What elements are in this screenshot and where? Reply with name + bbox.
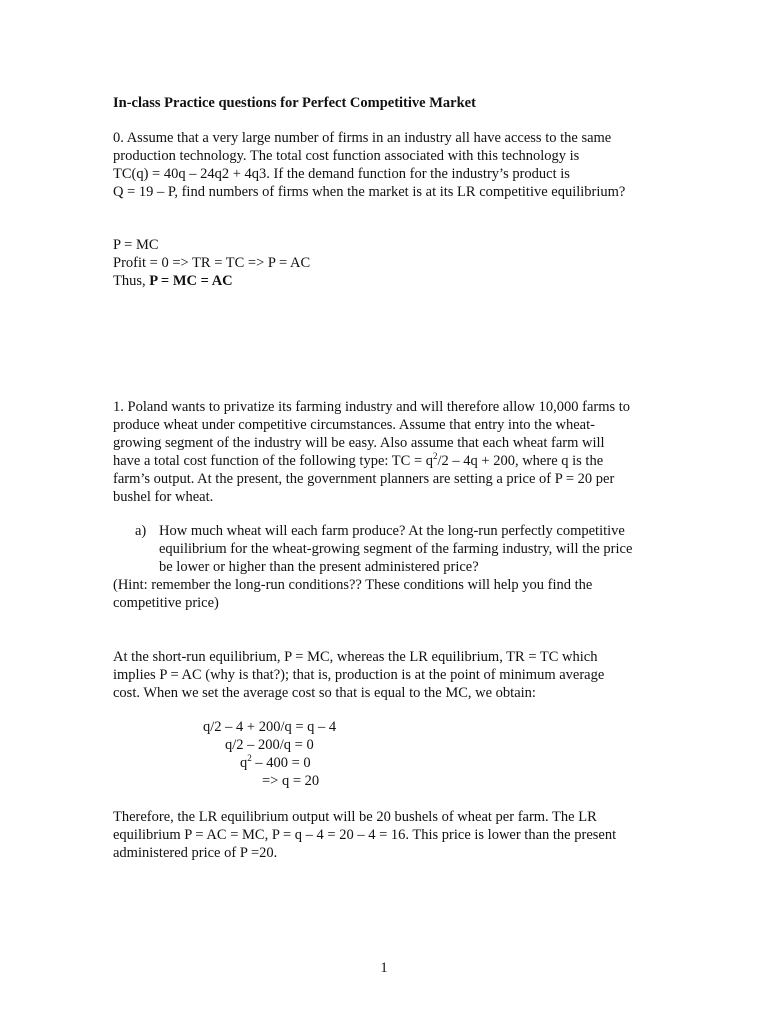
equation-2: q/2 – 200/q = 0 xyxy=(225,737,314,753)
q0-answer-line-3 xyxy=(113,272,233,290)
q0-line-1: 0. Assume that a very large number of firms in an industry all have access to the same xyxy=(113,130,612,146)
q0-line-2: production technology. The total cost function associated with this technology is xyxy=(113,148,580,164)
equation-3-sup: 2 xyxy=(247,753,252,763)
part-a-line-3: be lower or higher than the present administered price? xyxy=(159,559,479,575)
q1-line-4-pre: have a total cost function of the following type: TC = q xyxy=(113,453,433,469)
document-title: In-class Practice questions for Perfect Competitive Market xyxy=(113,95,476,111)
q1-line-2: produce wheat under competitive circumstances. Assume that entry into the wheat- xyxy=(113,417,595,433)
q0-answer-bold: P = MC = AC xyxy=(149,273,233,289)
q0-answer-prefix: Thus, xyxy=(113,273,150,289)
q1-answer-line-1: At the short-run equilibrium, P = MC, whereas the LR equilibrium, TR = TC which xyxy=(113,649,598,665)
part-a-line-1: How much wheat will each farm produce? At the long-run perfectly competitive xyxy=(159,523,625,539)
equation-4: => q = 20 xyxy=(262,773,320,789)
q0-answer-line-2: Profit = 0 => TR = TC => P = AC xyxy=(113,255,311,271)
q1-answer-line-2: implies P = AC (why is that?); that is, production is at the point of minimum average xyxy=(113,667,605,683)
q0-line-4: Q = 19 – P, find numbers of firms when the market is at its LR competitive equilibrium? xyxy=(113,184,626,200)
q1-line-4-post: /2 – 4q + 200, where q is the xyxy=(437,453,604,469)
q1-line-1: 1. Poland wants to privatize its farming industry and will therefore allow 10,000 farms to xyxy=(113,399,631,415)
part-a-line-2: equilibrium for the wheat-growing segment of the farming industry, will the price xyxy=(159,541,633,557)
q0-answer-line-1: P = MC xyxy=(113,237,159,253)
q1-line-3: growing segment of the industry will be easy. Also assume that each wheat farm will xyxy=(113,435,605,451)
equation-3 xyxy=(240,754,311,772)
conclusion-line-2: equilibrium P = AC = MC, P = q – 4 = 20 – 4 = 16. This price is lower than the present xyxy=(113,827,617,843)
q1-line-4 xyxy=(113,452,603,470)
equation-3-pre: q xyxy=(240,755,248,771)
hint-line-2: competitive price) xyxy=(113,595,219,611)
equation-1: q/2 – 4 + 200/q = q – 4 xyxy=(203,719,337,735)
page-number: 1 xyxy=(380,960,388,976)
q1-line-6: bushel for wheat. xyxy=(113,489,214,505)
equation-3-post: – 400 = 0 xyxy=(251,755,311,771)
q0-line-3: TC(q) = 40q – 24q2 + 4q3. If the demand function for the industry’s product is xyxy=(113,166,570,182)
q1-answer-line-3: cost. When we set the average cost so that is equal to the MC, we obtain: xyxy=(113,685,536,701)
q1-line-4-sup: 2 xyxy=(433,451,438,461)
hint-line-1: (Hint: remember the long-run conditions?? These conditions will help you find the xyxy=(113,577,593,593)
part-a-marker: a) xyxy=(135,523,147,539)
conclusion-line-1: Therefore, the LR equilibrium output will be 20 bushels of wheat per farm. The LR xyxy=(113,809,597,825)
conclusion-line-3: administered price of P =20. xyxy=(113,845,278,861)
q1-line-5: farm’s output. At the present, the government planners are setting a price of P = 20 per xyxy=(113,471,615,487)
